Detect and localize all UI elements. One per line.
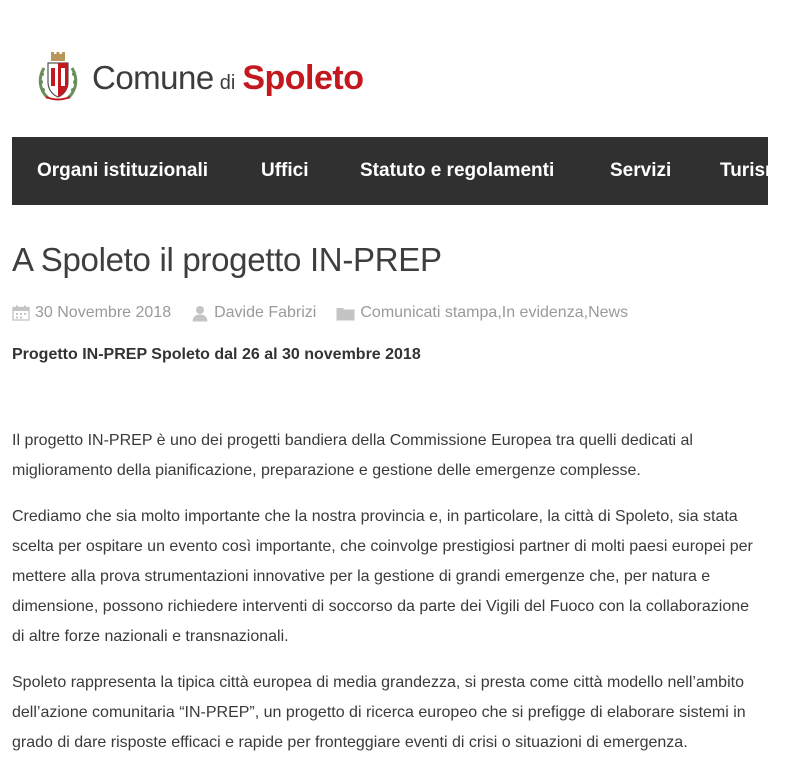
- article-meta: [12, 302, 764, 324]
- category-link-news[interactable]: News: [588, 304, 629, 321]
- coat-of-arms-icon: [36, 52, 80, 104]
- site-brand: [92, 59, 363, 98]
- article-title: A Spoleto il progetto IN-PREP: [12, 241, 442, 278]
- category-separator: ,: [497, 304, 502, 321]
- nav-item-organi-istituzionali[interactable]: Organi istituzionali: [37, 160, 209, 181]
- article: [12, 240, 764, 758]
- nav-item-servizi[interactable]: Servizi: [610, 160, 672, 181]
- calendar-icon: [12, 305, 30, 321]
- article-paragraph: Spoleto rappresenta la tipica città europea di media grandezza, si presta come città modello nell’ambito dell’azione comunitaria “IN-PREP”, un progetto di ricerca europeo che si prefigge di elaborare sistemi in grado di dare risposte efficaci e rapide per fronteggiare eventi di crisi o situazioni di emergenza.: [12, 674, 746, 751]
- category-link-in-evidenza[interactable]: In evidenza: [501, 304, 584, 321]
- article-subtitle: Progetto IN-PREP Spoleto dal 26 al 30 novembre 2018: [12, 346, 421, 363]
- article-categories: [336, 304, 628, 322]
- category-link-comunicati-stampa[interactable]: Comunicati stampa: [360, 304, 498, 321]
- nav-item-statuto-e-regolamenti[interactable]: Statuto e regolamenti: [360, 160, 555, 181]
- category-separator: ,: [583, 304, 589, 321]
- nav-item-uffici[interactable]: Uffici: [261, 160, 309, 181]
- folder-icon: [336, 306, 355, 321]
- main-navigation: [12, 137, 794, 205]
- article-date-text: 30 Novembre 2018: [35, 304, 172, 321]
- site-header: [0, 0, 768, 137]
- article-author: [191, 304, 316, 322]
- user-icon: [191, 304, 209, 322]
- brand-city: Spoleto: [242, 58, 364, 97]
- site-logo[interactable]: [36, 52, 363, 104]
- article-paragraph: Il progetto IN-PREP è uno dei progetti bandiera della Commissione Europea tra quelli dedicati al miglioramento della pianificazione, preparazione e gestione delle emergenze complesse.: [12, 432, 693, 479]
- brand-comune: Comune: [92, 58, 214, 96]
- article-paragraph: Crediamo che sia molto importante che la nostra provincia e, in particolare, la città di Spoleto, sia stata scelta per ospitare un evento così importante, che coinvolge prestigiosi partner di molti paesi europei per mettere alla prova strumentazioni innovative per la gestione di grandi emergenze che, per natura e dimensione, possono richiedere interventi di soccorso da parte dei Vigili del Fuoco con la collaborazione di altre forze nazionali e transnazionali.: [12, 508, 753, 645]
- article-date: [12, 304, 171, 322]
- brand-di: di: [219, 71, 236, 94]
- nav-item-turismo[interactable]: Turismo: [720, 160, 794, 181]
- author-link[interactable]: Davide Fabrizi: [214, 304, 317, 321]
